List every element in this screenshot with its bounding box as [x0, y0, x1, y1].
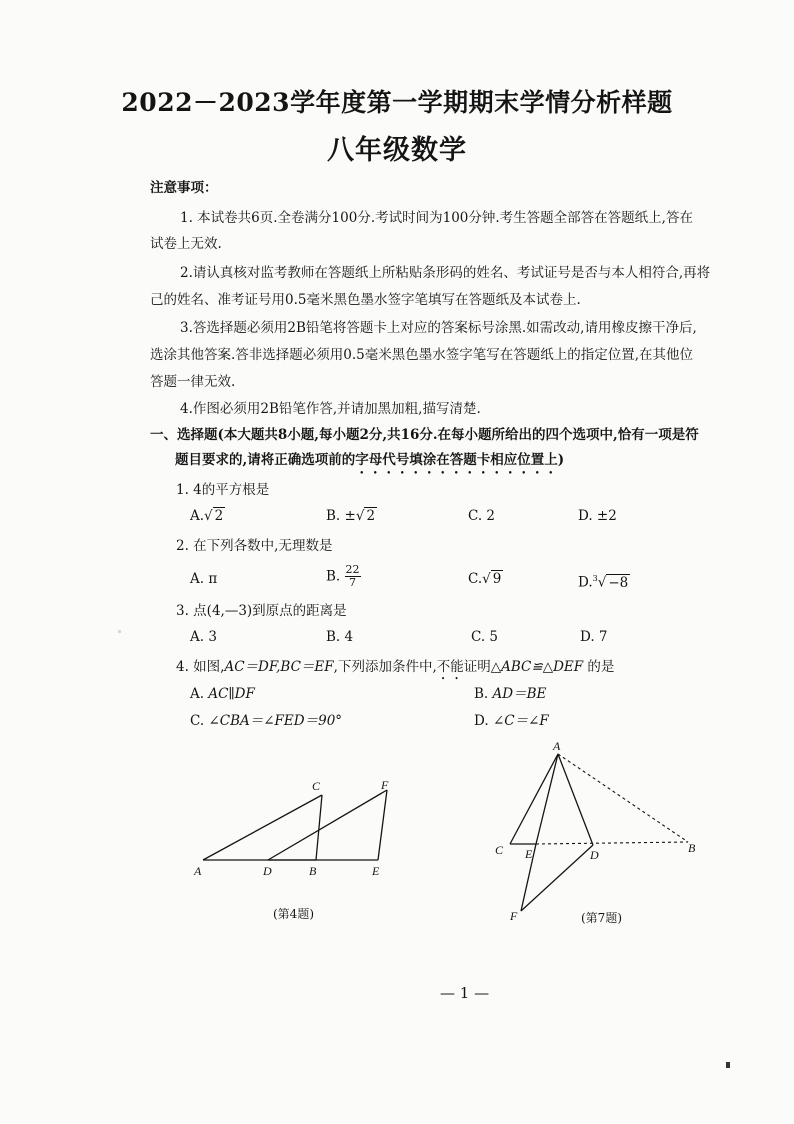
- q3-option-b[interactable]: B. 4: [326, 629, 354, 645]
- figure-4-caption: (第4题): [273, 907, 314, 921]
- note-3-line-3: 答题一律无效.: [150, 374, 236, 390]
- point-label-c: C: [312, 779, 321, 793]
- point-label-a: A: [194, 864, 202, 878]
- q1-option-b[interactable]: B. ±√ 2: [326, 508, 376, 524]
- scan-mark: [726, 1062, 730, 1068]
- segment-ac: [203, 795, 322, 860]
- segment-cb: [316, 795, 322, 860]
- q4-option-b[interactable]: B. AD＝BE: [474, 686, 547, 702]
- q4-option-d[interactable]: D. ∠C＝∠F: [474, 713, 549, 729]
- note-4: 4.作图必须用2B铅笔作答,并请加黑加粗,描写清楚.: [180, 401, 481, 417]
- point-label-f: F: [510, 909, 518, 923]
- section-1-instructions-2: 题目要求的,请将正确选项前的字母代号填涂在答题卡相应位置上): [175, 452, 565, 468]
- point-label-a: A: [553, 739, 561, 753]
- note-1-line-2: 试卷上无效.: [150, 236, 222, 252]
- scan-mark: [118, 630, 121, 633]
- note-3-line-1: 3.答选择题必须用2B铅笔将答题卡上对应的答案标号涂黑.如需改动,请用橡皮擦干净后,: [180, 320, 697, 336]
- figure-4-diagram: [180, 770, 410, 885]
- q3-option-d[interactable]: D. 7: [580, 629, 608, 645]
- section-1-instructions: 一、选择题(本大题共8小题,每小题2分,共16分.在每小题所给出的四个选项中,恰有一项是符: [150, 427, 699, 443]
- q2-option-a[interactable]: A. π: [190, 571, 218, 587]
- point-label-f: F: [381, 778, 389, 792]
- q2-option-d[interactable]: D.$^3$√ −8: [578, 574, 629, 591]
- note-2-line-1: 2.请认真核对监考教师在答题纸上所粘贴条形码的姓名、考试证号是否与本人相符合,再将: [180, 265, 711, 281]
- question-3-stem: 3. 点(4,—3)到原点的距离是: [176, 603, 347, 619]
- q2-option-b[interactable]: B. $\frac{22}{7}$: [326, 563, 360, 589]
- segment-ad: [558, 754, 593, 845]
- point-label-e: E: [372, 864, 380, 878]
- notes-heading: 注意事项：: [150, 180, 218, 196]
- q3-option-a[interactable]: A. 3: [190, 629, 217, 645]
- q1-option-c[interactable]: C. 2: [468, 508, 496, 524]
- figure-7-caption: (第7题): [581, 911, 622, 925]
- q1-option-d[interactable]: D. ±2: [578, 508, 617, 524]
- dashed-segment-ab: [558, 754, 688, 842]
- dashed-segment-eb: [536, 842, 688, 844]
- q2-option-c[interactable]: C.√ 9: [468, 571, 502, 587]
- segment-ac: [510, 754, 558, 844]
- note-2-line-2: 己的姓名、准考证号用0.5毫米黑色墨水签字笔填写在答题纸及本试卷上.: [150, 292, 581, 308]
- point-label-c: C: [495, 843, 504, 857]
- question-4-stem: 4. 如图,AC＝DF,BC＝EF,下列添加条件中,不能证明△ABC≌△DEF 的是: [176, 659, 615, 675]
- page-subtitle: 八年级数学: [327, 135, 467, 166]
- point-label-e: E: [525, 847, 533, 861]
- segment-ae: [536, 754, 558, 844]
- point-label-d: D: [590, 848, 599, 862]
- q4-option-c[interactable]: C. ∠CBA＝∠FED＝90°: [190, 713, 343, 729]
- page-title: 2022－2023学年度第一学期期末学情分析样题: [121, 88, 673, 117]
- segment-df: [268, 790, 387, 860]
- note-1-line-1: 1. 本试卷共6页.全卷满分100分.考试时间为100分钟.考生答题全部答在答题纸上,答在: [180, 210, 693, 226]
- question-1-stem: 1. 4的平方根是: [176, 482, 270, 498]
- question-2-stem: 2. 在下列各数中,无理数是: [176, 538, 333, 554]
- figure-7-diagram: [490, 738, 715, 928]
- q1-option-a[interactable]: A.√ 2: [190, 508, 224, 524]
- point-label-b: B: [309, 864, 317, 878]
- segment-fe: [378, 790, 387, 860]
- point-label-b: B: [688, 841, 696, 855]
- note-3-line-2: 选涂其他答案.答非选择题必须用0.5毫米黑色墨水签字笔写在答题纸上的指定位置,在其他位: [150, 347, 694, 363]
- page-number: — 1 —: [440, 984, 490, 1002]
- q3-option-c[interactable]: C. 5: [471, 629, 499, 645]
- q4-option-a[interactable]: A. AC∥DF: [190, 686, 255, 702]
- point-label-d: D: [263, 864, 272, 878]
